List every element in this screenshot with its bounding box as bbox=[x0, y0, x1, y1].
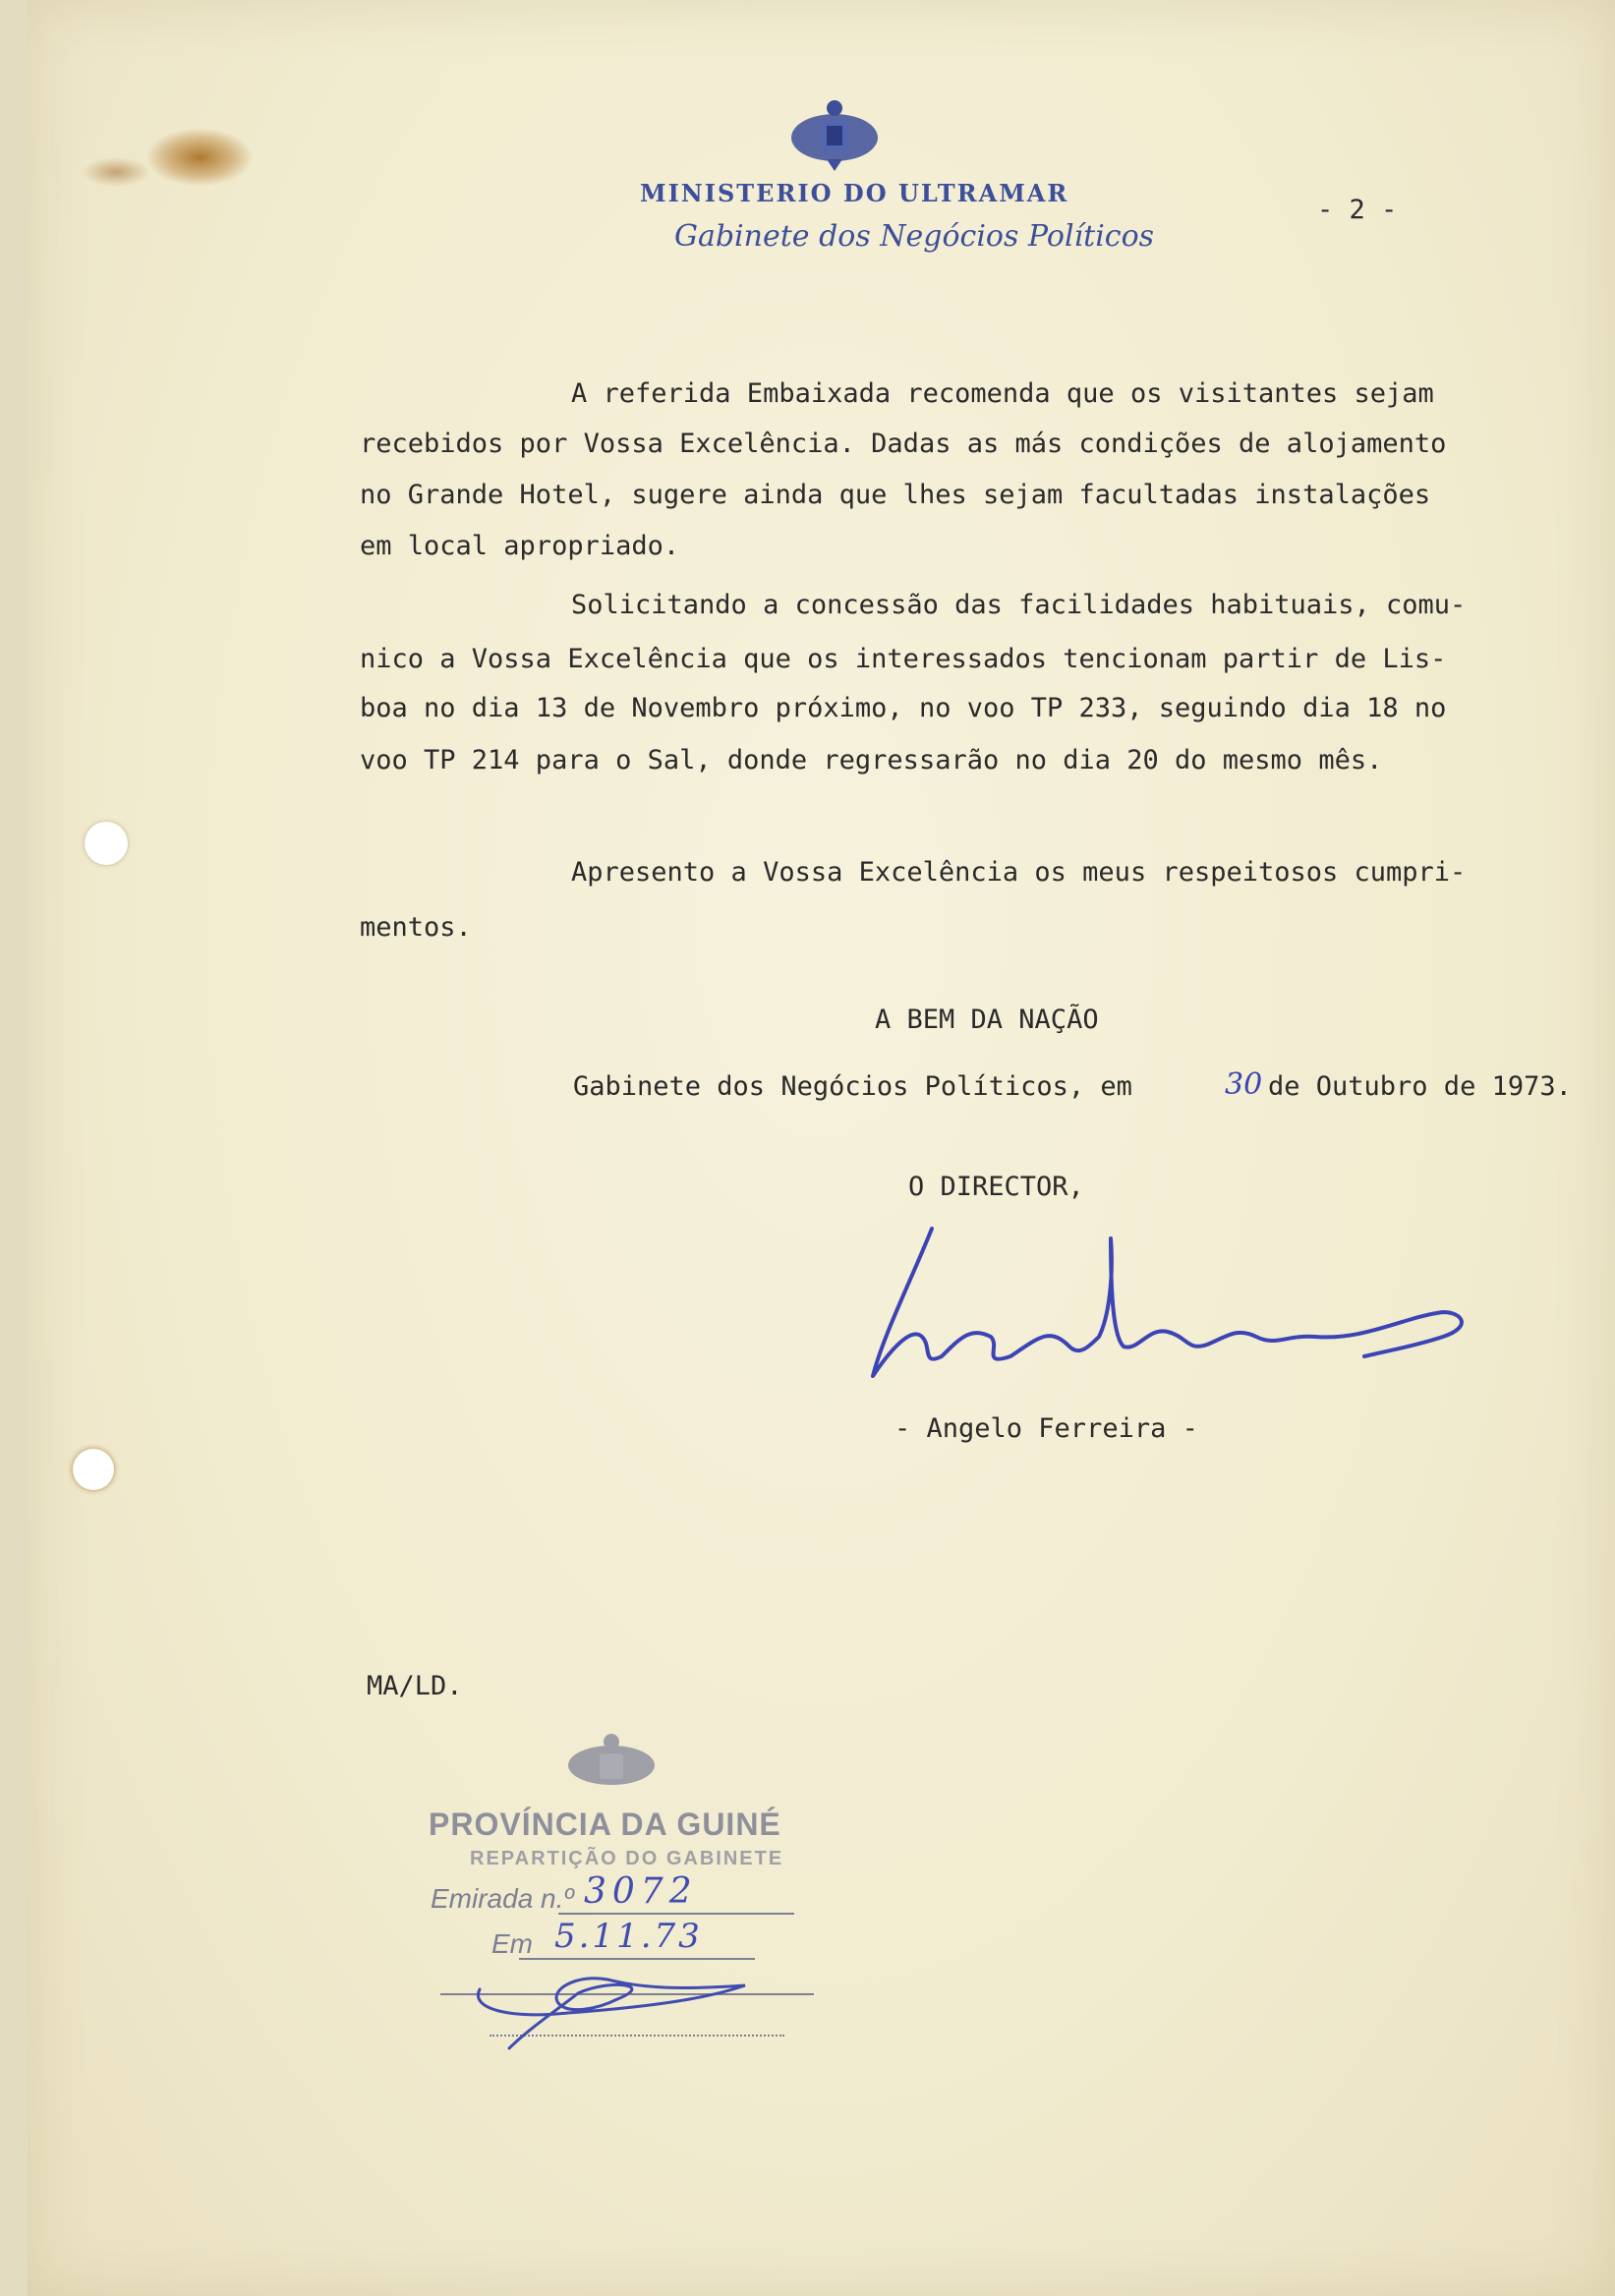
signer-name: - Angelo Ferreira - bbox=[894, 1413, 1198, 1444]
place-date-suffix: de Outubro de 1973. bbox=[1268, 1071, 1572, 1102]
stamp-entry-number: 3072 bbox=[584, 1871, 698, 1912]
paper-edge bbox=[0, 0, 28, 2296]
document-page bbox=[28, 0, 1615, 2296]
cabinet-subtitle: Gabinete dos Negócios Políticos bbox=[674, 219, 1155, 254]
body-line: boa no dia 13 de Novembro próximo, no voo TP 233, seguindo dia 18 no bbox=[360, 693, 1447, 723]
stamp-province: PROVÍNCIA DA GUINÉ bbox=[429, 1807, 781, 1842]
coat-of-arms-icon bbox=[787, 98, 882, 173]
stamp-date-value: 5.11.73 bbox=[554, 1917, 703, 1956]
body-line: voo TP 214 para o Sal, donde regressarão no dia 20 do mesmo mês. bbox=[360, 745, 1383, 775]
place-date-prefix: Gabinete dos Negócios Políticos, em bbox=[573, 1071, 1132, 1102]
body-line: recebidos por Vossa Excelência. Dadas as más condições de alojamento bbox=[360, 429, 1447, 459]
body-line: A referida Embaixada recomenda que os visitantes sejam bbox=[571, 378, 1434, 409]
body-line: Apresento a Vossa Excelência os meus respeitosos cumpri- bbox=[571, 857, 1467, 888]
reference-initials: MA/LD. bbox=[367, 1671, 463, 1701]
director-signature bbox=[853, 1219, 1522, 1415]
body-line: em local apropriado. bbox=[360, 531, 680, 561]
rust-stain bbox=[82, 157, 150, 187]
page-number: - 2 - bbox=[1317, 195, 1398, 225]
body-line: Solicitando a concessão das facilidades habituais, comu- bbox=[571, 590, 1467, 620]
handwritten-day: 30 bbox=[1225, 1067, 1263, 1102]
punch-hole bbox=[85, 822, 128, 865]
stamp-initials bbox=[450, 1950, 804, 2058]
rust-stain bbox=[145, 128, 254, 187]
closing-salutation: A BEM DA NAÇÃO bbox=[875, 1004, 1099, 1035]
body-line: nico a Vossa Excelência que os interessados tencionam partir de Lis- bbox=[360, 644, 1447, 674]
director-title: O DIRECTOR, bbox=[908, 1172, 1084, 1202]
stamp-date-label: Em bbox=[491, 1928, 533, 1959]
ministry-title: MINISTERIO DO ULTRAMAR bbox=[640, 179, 1069, 207]
body-line: no Grande Hotel, sugere ainda que lhes sejam facultadas instalações bbox=[360, 480, 1431, 510]
stamp-entry-rule bbox=[558, 1913, 794, 1915]
punch-hole bbox=[73, 1449, 114, 1490]
stamp-entry-label: Emirada n.º bbox=[431, 1883, 574, 1914]
stamp-emblem-icon bbox=[562, 1732, 661, 1801]
stamp-department: REPARTIÇÃO DO GABINETE bbox=[470, 1848, 784, 1869]
body-line: mentos. bbox=[360, 912, 472, 943]
